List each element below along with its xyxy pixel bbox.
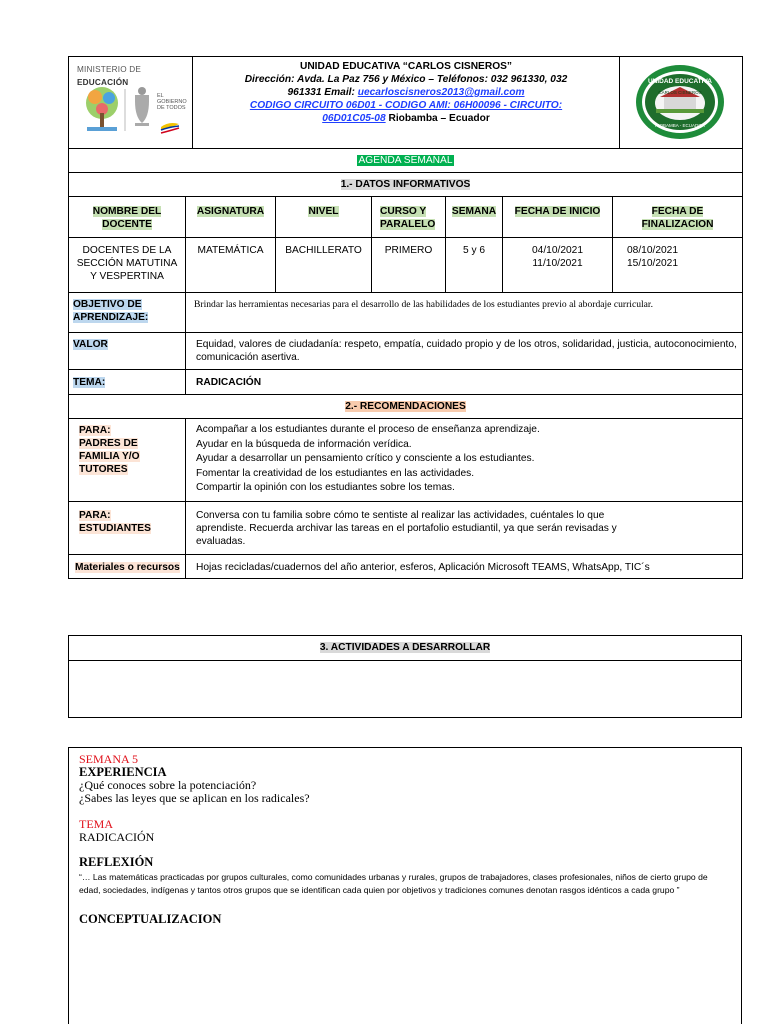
header-table [68, 56, 743, 149]
agenda-title-cell [69, 149, 743, 173]
agenda-title: AGENDA SEMANAL [358, 155, 453, 166]
tema-value: RADICACIÓN [79, 830, 155, 844]
section3-title-cell [69, 636, 741, 661]
reflexion-quote: “… Las matemáticas practicadas por grupos culturales, como comunidades urbanas y rurales, grupos de trabajadores, clases profesionales, niños de cierto grupo de edad, sociedades, indígenas y tantos otros grupos que se identifican cada quien por objetivos y tradiciones comunes denotan rasgos idénticos a cada grupo ” [79, 872, 708, 895]
section2-title: 2.- RECOMENDACIONES [345, 401, 466, 412]
section1-title-cell [69, 173, 743, 197]
col-semana: SEMANA [446, 197, 503, 238]
list-item: Ayudar a desarrollar un pensamiento crítico y consciente a los estudiantes. [196, 453, 535, 464]
tema-label: TEMA: [69, 370, 186, 395]
list-item: Ayudar en la búsqueda de información verídica. [196, 438, 412, 450]
question-2: ¿Sabes las leyes que se aplican en los radicales? [79, 791, 310, 805]
col-docente: NOMBRE DEL DOCENTE [69, 197, 186, 238]
seal-middle-text: CARLOS CISNEROS [658, 90, 702, 95]
cell-nivel: BACHILLERATO [276, 238, 372, 293]
seal-bottom-text: RIOBAMBA - ECUADOR [654, 123, 706, 128]
address-line-2: 961331 Email: uecarloscisneros2013@gmail.com [287, 87, 525, 98]
school-seal-icon [634, 63, 726, 141]
cell-curso: PRIMERO [372, 238, 446, 293]
ministry-logo: MINISTERIO DE EDUCACIÓN [77, 65, 142, 87]
section2-title-cell [69, 395, 743, 419]
actividades-section [68, 635, 742, 718]
table-row [69, 238, 743, 293]
semana-label: SEMANA 5 [79, 752, 139, 766]
cell-asignatura: MATEMÁTICA [186, 238, 276, 293]
address-line-1: Dirección: Avda. La Paz 756 y México – Teléfonos: 032 961330, 032 [244, 74, 568, 85]
school-name: UNIDAD EDUCATIVA “CARLOS CISNEROS” [299, 61, 513, 72]
tema-heading: TEMA [79, 817, 113, 831]
reflexion-heading: REFLEXIÓN [79, 855, 154, 869]
column-headers [69, 197, 743, 238]
list-item: Fomentar la creatividad de los estudiantes en las actividades. [196, 467, 475, 479]
valor-text: Equidad, valores de ciudadanía: respeto, empatía, cuidado propio y de los otros, solidaridad, justicia, autoconocimiento, comunicación asertiva. [186, 333, 743, 370]
conceptualizacion-heading: CONCEPTUALIZACION [79, 912, 222, 926]
col-nivel: NIVEL [276, 197, 372, 238]
codes-line-1[interactable]: CODIGO CIRCUITO 06D01 - CODIGO AMI: 06H00096 - CIRCUITO: [249, 100, 563, 111]
col-inicio: FECHA DE INICIO [503, 197, 613, 238]
cell-semana: 5 y 6 [446, 238, 503, 293]
col-curso: CURSO Y PARALELO [372, 197, 446, 238]
padres-list [186, 419, 743, 502]
gov-text: EL GOBIERNO DE TODOS [157, 93, 187, 111]
cell-fin: 08/10/2021 15/10/2021 [613, 238, 743, 293]
tema-text: RADICACIÓN [186, 370, 743, 395]
data-table [68, 148, 743, 293]
materiales-text: Hojas recicladas/cuadernos del año anterior, esferos, Aplicación Microsoft TEAMS, WhatsApp, TIC´s [186, 555, 743, 579]
agenda-document [68, 56, 742, 579]
school-header [193, 57, 620, 149]
estudiantes-label: PARA: ESTUDIANTES [69, 502, 186, 555]
week-content [68, 747, 742, 1024]
section3-title: 3. ACTIVIDADES A DESARROLLAR [319, 642, 491, 653]
col-fin: FECHA DE FINALIZACION [613, 197, 743, 238]
section1-title: 1.- DATOS INFORMATIVOS [340, 179, 471, 190]
col-asignatura: ASIGNATURA [186, 197, 276, 238]
question-1: ¿Qué conoces sobre la potenciación? [79, 778, 257, 792]
codes-line-2: 06D01C05-08 Riobamba – Ecuador [322, 113, 490, 124]
cell-inicio: 04/10/2021 11/10/2021 [503, 238, 613, 293]
list-item: Compartir la opinión con los estudiantes sobre los temas. [196, 482, 455, 493]
valor-label: VALOR [69, 333, 186, 370]
circuit-code-link[interactable]: 06D01C05-08 [322, 113, 386, 124]
materiales-label: Materiales o recursos [69, 555, 186, 579]
objetivo-text: Brindar las herramientas necesarias para el desarrollo de las habilidades de los estudiantes previo al abordaje curricular. [186, 293, 743, 333]
estudiantes-text: Conversa con tu familia sobre cómo te sentiste al realizar las actividades, cuéntales lo que aprendiste. Recuerda archivar las tareas en el portafolio estudiantil, ya que serán revisadas y evaluadas. [186, 502, 743, 555]
padres-label: PARA: PADRES DE FAMILIA Y/O TUTORES [69, 419, 186, 502]
school-seal-cell [620, 57, 743, 149]
objetivo-label: OBJETIVO DE APRENDIZAJE: [69, 293, 186, 333]
details-table [68, 292, 743, 579]
email-link[interactable]: uecarloscisneros2013@gmail.com [357, 87, 525, 98]
ministry-logo-cell [69, 57, 193, 149]
experiencia-heading: EXPERIENCIA [79, 765, 167, 779]
list-item: Acompañar a los estudiantes durante el proceso de enseñanza aprendizaje. [196, 424, 540, 435]
cell-docente: DOCENTES DE LA SECCIÓN MATUTINA Y VESPERTINA [69, 238, 186, 293]
seal-top-text: UNIDAD EDUCATIVA [647, 78, 713, 85]
